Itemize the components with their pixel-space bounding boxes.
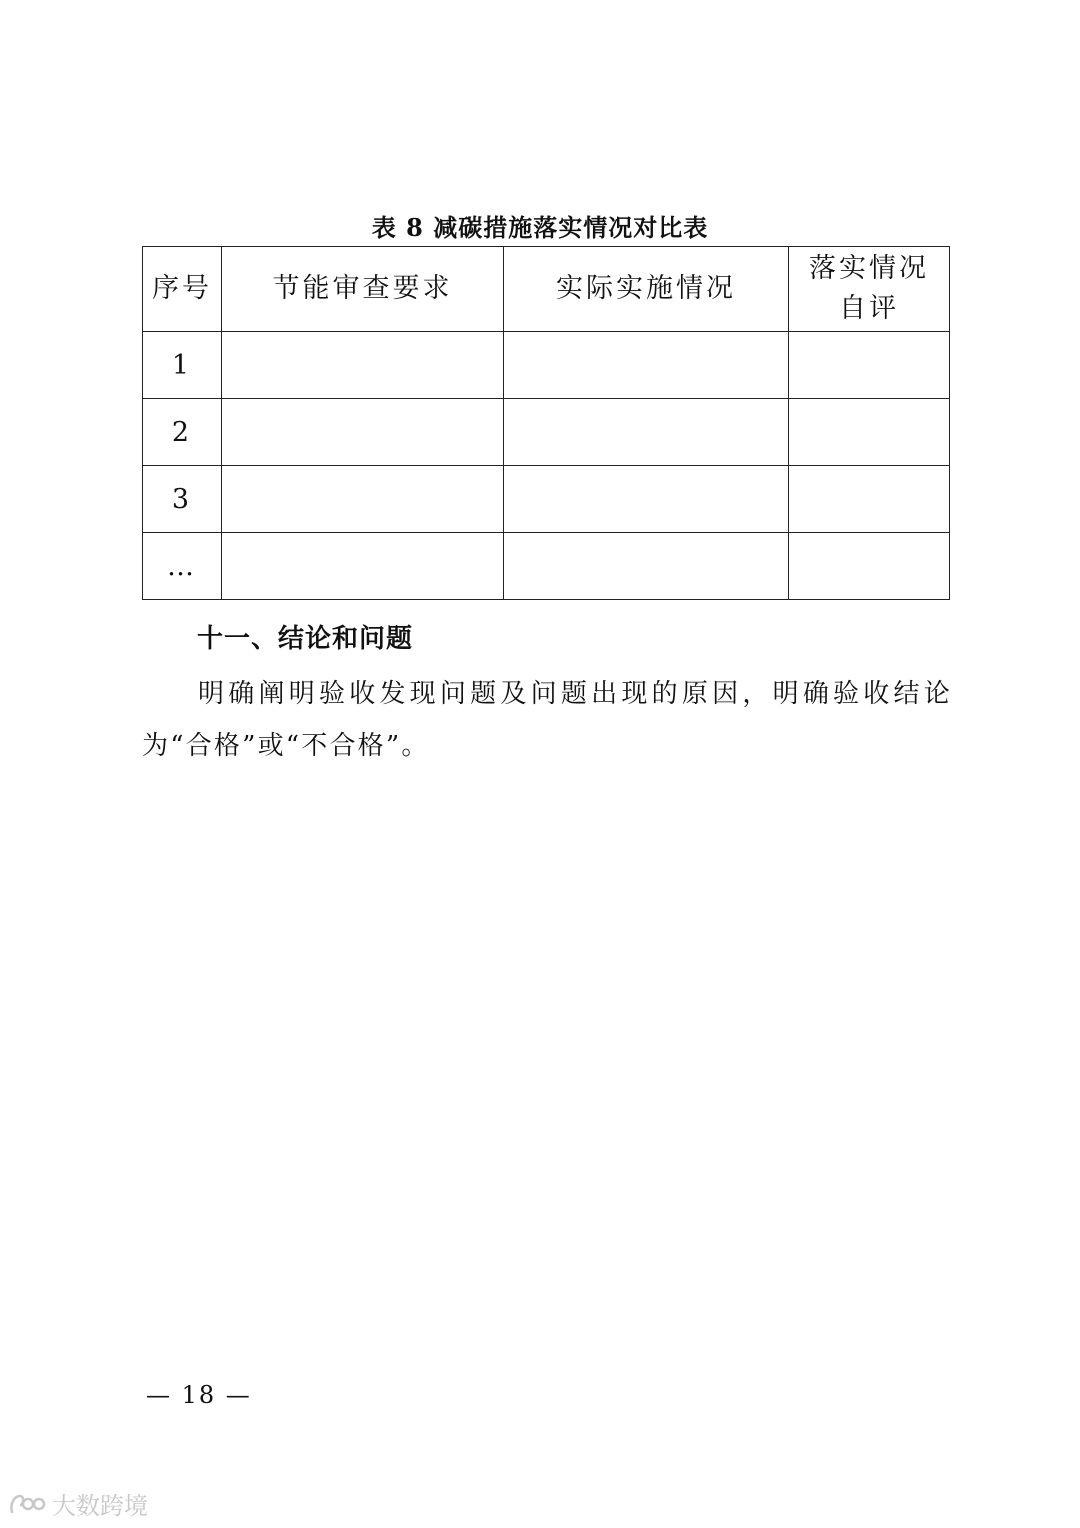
row-self-eval-cell <box>789 533 950 600</box>
row-requirement-cell <box>222 466 504 533</box>
table-caption: 表 8 减碳措施落实情况对比表 <box>371 213 709 242</box>
brand-logo-icon <box>8 1490 46 1518</box>
row-self-eval-cell <box>789 399 950 466</box>
header-self-evaluation <box>789 247 950 332</box>
row-self-eval-cell <box>789 466 950 533</box>
page-number: — 18 — <box>146 1381 252 1409</box>
row-requirement-cell <box>222 533 504 600</box>
row-serial-cell: 2 <box>143 399 222 466</box>
row-requirement-cell <box>222 399 504 466</box>
row-actual-cell <box>504 533 789 600</box>
row-actual-cell <box>504 466 789 533</box>
row-serial-cell: 3 <box>143 466 222 533</box>
section-paragraph: 明确阐明验收发现问题及问题出现的原因，明确验收结论为“合格”或“不合格”。 <box>142 679 952 761</box>
header-review-requirement: 节能审查要求 <box>222 247 504 332</box>
header-self-evaluation-line2: 自评 <box>839 293 899 324</box>
row-self-eval-cell <box>789 332 950 399</box>
row-serial-cell: … <box>143 533 222 600</box>
row-actual-cell <box>504 332 789 399</box>
watermark-text: 大数跨境 <box>52 1492 148 1520</box>
table-row <box>143 533 950 600</box>
table-row <box>143 332 950 399</box>
row-serial-cell: 1 <box>143 332 222 399</box>
table-row <box>143 399 950 466</box>
header-serial-number: 序号 <box>143 247 222 332</box>
row-requirement-cell <box>222 332 504 399</box>
section-heading: 十一、结论和问题 <box>197 624 414 654</box>
header-self-evaluation-line1: 落实情况 <box>809 253 929 284</box>
table-row <box>143 466 950 533</box>
header-actual-implementation: 实际实施情况 <box>504 247 789 332</box>
comparison-table <box>142 246 950 600</box>
watermark <box>8 1486 148 1521</box>
table-header-row <box>143 247 950 332</box>
row-actual-cell <box>504 399 789 466</box>
